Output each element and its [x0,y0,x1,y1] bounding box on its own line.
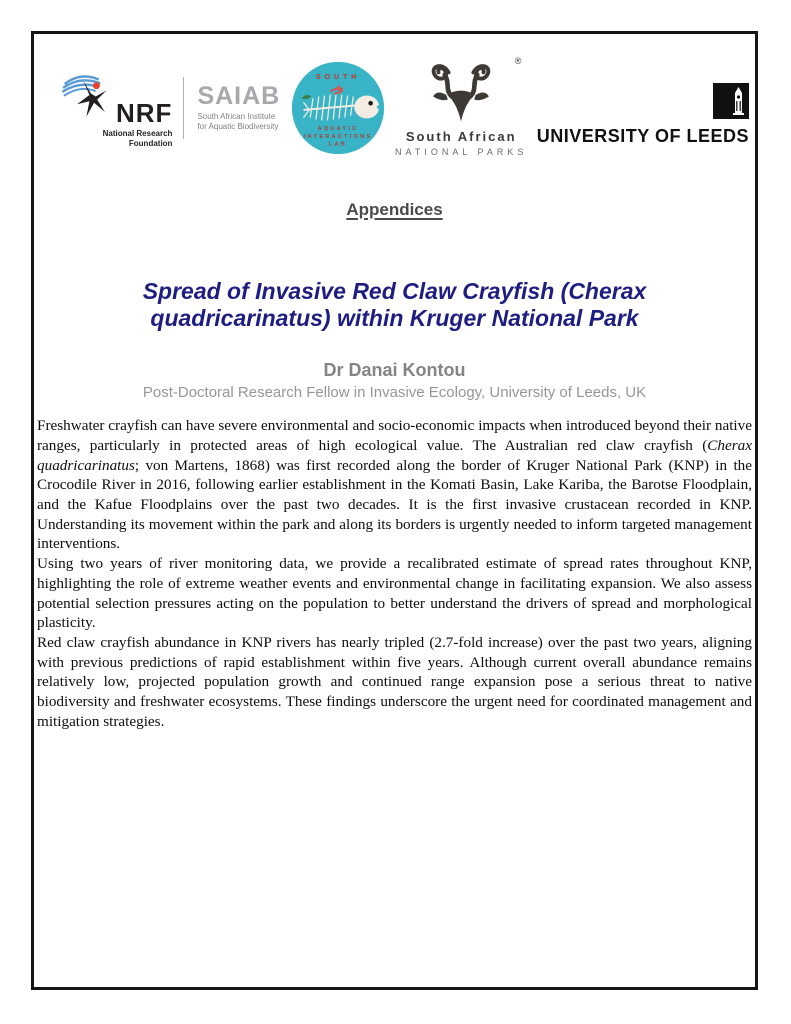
nrf-figure-icon [60,67,122,128]
nrf-logo-block [60,67,172,149]
fish-skeleton-icon [290,60,386,156]
parkinson-tower-icon [713,83,749,124]
author-name: Dr Danai Kontou [323,360,466,381]
appendices-heading: Appendices [346,200,443,219]
page-border-frame [31,31,758,990]
svg-text:AQUATIC: AQUATIC [317,126,359,133]
abstract-body [34,416,755,731]
sanparks-logo [395,55,528,157]
logo-divider [183,77,184,139]
svg-text:LAB: LAB [328,141,347,148]
svg-text:INTERACTIONS: INTERACTIONS [303,133,373,140]
document-title: Spread of Invasive Red Claw Crayfish (Cherax quadricarinatus) within Kruger National Park [142,278,647,332]
logo-header-row [34,34,755,158]
sanparks-name: South African [405,128,517,144]
saiab-logo-block [197,84,280,132]
nrf-saiab-logo [60,67,280,149]
saiab-acronym: SAIAB [197,82,281,110]
abstract-paragraph-3: Red claw crayfish abundance in KNP rivers has nearly tripled (2.7-fold increase) over the past two years, aligning with previous predictions of rapid establishment within five years. Although current overall abundance remains relatively low, projected population growth and continued range expansion pose a serious threat to native biodiversity and freshwater ecosystems. These findings underscore the urgent need for coordinated management and mitigation strategies. [37,633,752,730]
leeds-name: UNIVERSITY OF LEEDS [536,126,749,146]
kudu-icon [422,60,500,127]
abstract-paragraph-1: Freshwater crayfish can have severe environmental and socio-economic impacts when introduced beyond their native ranges, particularly in protected areas of high ecological value. The Australian red claw crayfish (Cherax quadricarinatus; von Martens, 1868) was first recorded along the border of Kruger National Park (KNP) in the Crocodile River in 2016, following earlier establishment in the Komati Basin, Lake Kariba, the Barotse Floodplain, and the Kafue Floodplains over the past two decades. It is the first invasive crustacean recorded in KNP. Understanding its movement within the park and along its borders is urgently needed to inform targeted management interventions. [37,417,752,553]
nrf-name: National Research Foundation [102,129,173,148]
saiab-name: South African Institute for Aquatic Biodiversity [197,112,279,131]
nrf-acronym: NRF [116,98,173,128]
svg-text:SOUTH: SOUTH [315,72,360,82]
author-affiliation: Post-Doctoral Research Fellow in Invasive Ecology, University of Leeds, UK [142,384,647,402]
aquatic-interactions-lab-logo [290,60,386,156]
registered-mark: ® [514,55,522,66]
species-name-italic: Cherax quadricarinatus [37,436,752,474]
university-of-leeds-logo [537,83,749,147]
abstract-paragraph-2: Using two years of river monitoring data, we provide a recalibrated estimate of spread rates throughout KNP, highlighting the role of extreme weather events and environmental change in facilitating expansion. We also assess potential selection pressures acting on the population to better understand the drivers of spread and morphological plasticity. [37,555,752,632]
sanparks-subname: NATIONAL PARKS [395,146,528,157]
